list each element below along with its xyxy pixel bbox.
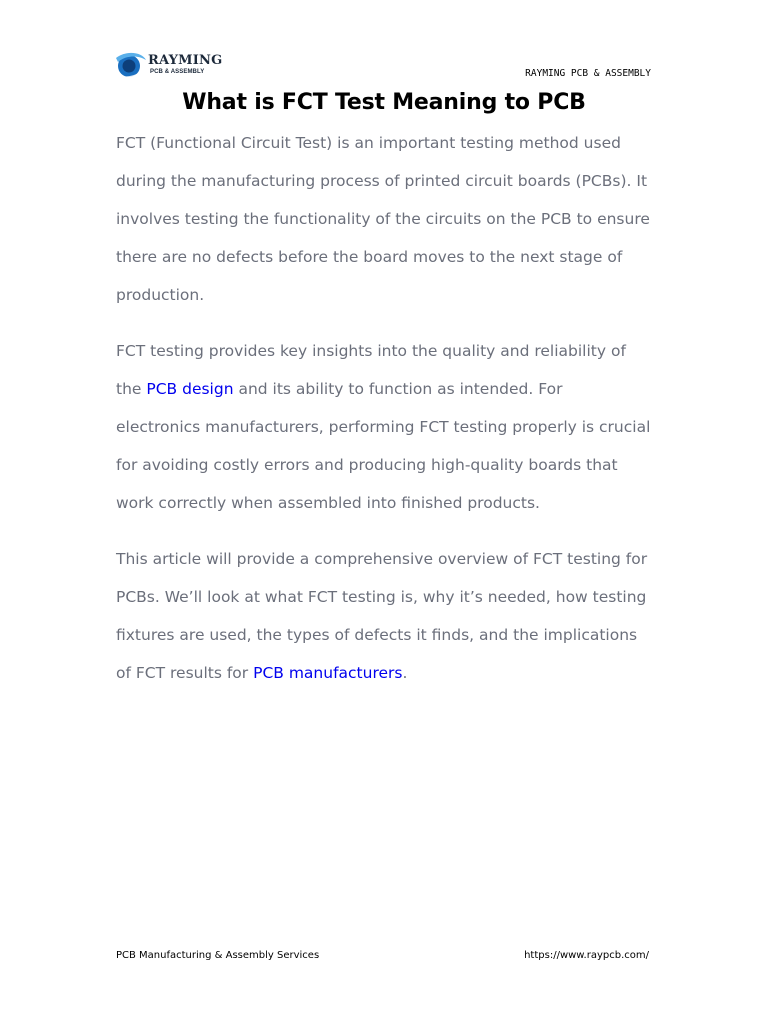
company-logo (114, 50, 223, 80)
article-body (116, 124, 651, 710)
rayming-logo-icon (114, 50, 148, 80)
paragraph-text: . (402, 664, 408, 682)
footer-services: PCB Manufacturing & Assembly Services (116, 950, 320, 961)
header-company-name: RAYMING PCB & ASSEMBLY (525, 68, 651, 79)
paragraph-text: FCT testing provides key insights into the quality and reliability of the (116, 342, 626, 398)
logo-name: RAYMING (148, 53, 223, 68)
pcb-design-link[interactable]: PCB design (146, 380, 234, 398)
footer-url: https://www.raypcb.com/ (524, 950, 649, 961)
page-title: What is FCT Test Meaning to PCB (182, 90, 586, 115)
logo-tagline: PCB & ASSEMBLY (150, 69, 205, 75)
paragraph-intro: FCT (Functional Circuit Test) is an important testing method used during the manufacturing process of printed circuit boards (PCBs). It involves testing the functionality of the circuits on the PCB to ensure there are no defects before the board moves to the next stage of production. (116, 134, 650, 304)
paragraph-insights (116, 332, 651, 522)
paragraph-overview (116, 540, 651, 692)
paragraph-text: and its ability to function as intended. For electronics manufacturers, performing FCT testing properly is crucial for avoiding costly errors and producing high-quality boards that work correctly when assembled into finished products. (116, 380, 651, 512)
pcb-manufacturers-link[interactable]: PCB manufacturers (253, 664, 403, 682)
paragraph-text: This article will provide a comprehensive overview of FCT testing for PCBs. We’ll look at what FCT testing is, why it’s needed, how testing fixtures are used, the types of defects it finds, and the implications of FCT results for (116, 550, 648, 682)
